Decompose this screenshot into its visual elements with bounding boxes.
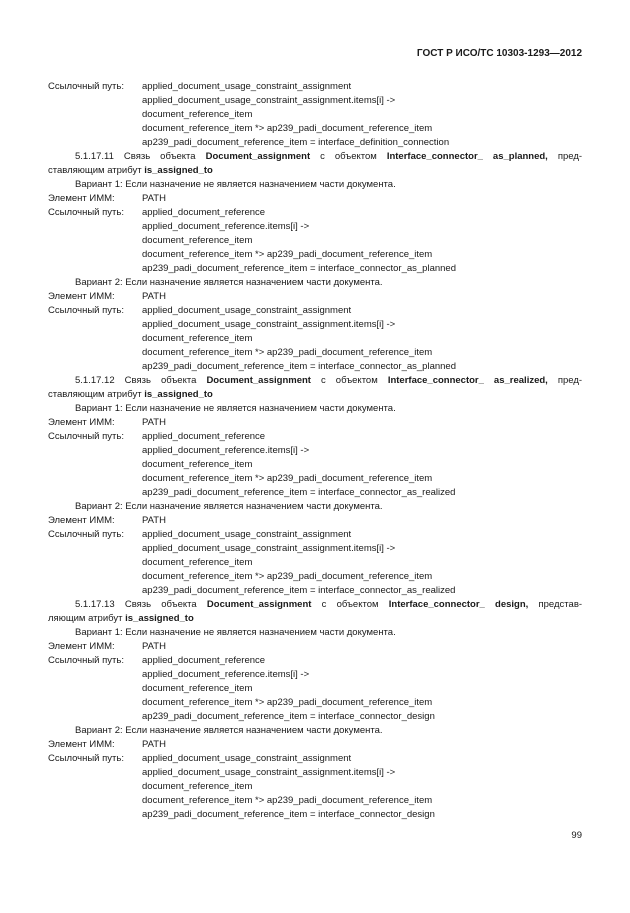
target-entity: Interface_connector_ as_realized, [387,375,548,386]
path-line: applied_document_usage_constraint_assignment.items[i] -> [142,543,396,554]
section-number: 5.1.17.12 [75,375,115,386]
ref-path-label: Ссылочный путь: [48,81,124,92]
path-line: applied_document_reference.items[i] -> [142,669,310,680]
document-header: ГОСТ Р ИСО/ТС 10303-1293—2012 [416,48,582,59]
variant-1: Вариант 1: Если назначение не является назначением части документа. [75,179,396,190]
path-line: document_reference_item *> ap239_padi_document_reference_item [142,571,433,582]
ref-path-line: Ссылочный путь: applied_document_reference [48,655,266,666]
entity-name: Document_assignment [206,375,311,386]
section-number: 5.1.17.11 [75,151,114,162]
path-line: document_reference_item [142,459,253,470]
imm-element-line: Элемент ИММ: PATH [48,291,166,302]
path-line: ap239_padi_document_reference_item = interface_connector_design [142,809,435,820]
section-number: 5.1.17.13 [75,599,115,610]
path-value: document_reference_item [142,109,253,120]
path-line: document_reference_item [142,235,253,246]
section-heading-cont: ставляющим атрибут is_assigned_to [48,165,213,176]
variant-2: Вариант 2: Если назначение является назначением части документа. [75,277,383,288]
path-value: ap239_padi_document_reference_item = interface_definition_connection [142,137,450,148]
path-line: document_reference_item *> ap239_padi_document_reference_item [142,249,433,260]
imm-element-line: Элемент ИММ: PATH [48,739,166,750]
path-line: applied_document_reference.items[i] -> [142,221,310,232]
path-line: document_reference_item [142,781,253,792]
attribute-name: is_assigned_to [125,613,194,624]
imm-element-line: Элемент ИММ: PATH [48,641,166,652]
attribute-name: is_assigned_to [144,165,213,176]
path-line: applied_document_usage_constraint_assignment.items[i] -> [142,319,396,330]
path-line [48,108,582,122]
path-line [48,122,582,136]
path-line: document_reference_item [142,557,253,568]
path-line: document_reference_item *> ap239_padi_document_reference_item [142,473,433,484]
path-line: applied_document_reference.items[i] -> [142,445,310,456]
imm-element-line: Элемент ИММ: PATH [48,193,166,204]
path-value: applied_document_usage_constraint_assignment [142,81,352,92]
path-line [48,94,582,108]
path-line: ap239_padi_document_reference_item = interface_connector_as_realized [142,585,456,596]
entity-name: Document_assignment [206,599,312,610]
section-heading-cont: ляющим атрибут is_assigned_to [48,613,194,624]
path-line: applied_document_usage_constraint_assignment.items[i] -> [142,767,396,778]
path-line [48,136,582,150]
section-heading-5-1-17-11: 5.1.17.11 Связь объекта Document_assignment с объектом Interface_connector_ as_planned, пред- [75,151,583,162]
ref-path-line: Ссылочный путь: applied_document_usage_constraint_assignment [48,753,352,764]
page-number: 99 [571,830,582,841]
imm-element-line: Элемент ИММ: PATH [48,515,166,526]
entity-name: Document_assignment [205,151,311,162]
imm-element-line: Элемент ИММ: PATH [48,417,166,428]
path-line: ap239_padi_document_reference_item = interface_connector_as_realized [142,487,456,498]
path-line: document_reference_item [142,683,253,694]
ref-path-line: Ссылочный путь: applied_document_usage_constraint_assignment [48,305,352,316]
ref-path-line: Ссылочный путь: applied_document_reference [48,431,266,442]
section-heading-5-1-17-13: 5.1.17.13 Связь объекта Document_assignment с объектом Interface_connector_ design, представ- [75,599,583,610]
target-entity: Interface_connector_ design, [388,599,529,610]
path-line: document_reference_item [142,333,253,344]
document-body [48,80,582,822]
path-line: ap239_padi_document_reference_item = interface_connector_design [142,711,435,722]
attribute-name: is_assigned_to [144,389,213,400]
path-line: ap239_padi_document_reference_item = interface_connector_as_planned [142,263,456,274]
section-heading-5-1-17-12: 5.1.17.12 Связь объекта Document_assignment с объектом Interface_connector_ as_realized, пред- [75,375,583,386]
path-line: ap239_padi_document_reference_item = interface_connector_as_planned [142,361,456,372]
path-line: document_reference_item *> ap239_padi_document_reference_item [142,697,433,708]
variant-1: Вариант 1: Если назначение не является назначением части документа. [75,403,396,414]
ref-path-line: Ссылочный путь: applied_document_reference [48,207,266,218]
ref-path-line: Ссылочный путь: applied_document_usage_constraint_assignment [48,529,352,540]
ref-path-line [48,80,582,94]
section-heading-cont: ставляющим атрибут is_assigned_to [48,389,213,400]
path-value: applied_document_usage_constraint_assignment.items[i] -> [142,95,396,106]
variant-2: Вариант 2: Если назначение является назначением части документа. [75,725,383,736]
path-line: document_reference_item *> ap239_padi_document_reference_item [142,347,433,358]
variant-2: Вариант 2: Если назначение является назначением части документа. [75,501,383,512]
path-line: document_reference_item *> ap239_padi_document_reference_item [142,795,433,806]
target-entity: Interface_connector_ as_planned, [386,151,548,162]
variant-1: Вариант 1: Если назначение не является назначением части документа. [75,627,396,638]
path-value: document_reference_item *> ap239_padi_document_reference_item [142,123,433,134]
